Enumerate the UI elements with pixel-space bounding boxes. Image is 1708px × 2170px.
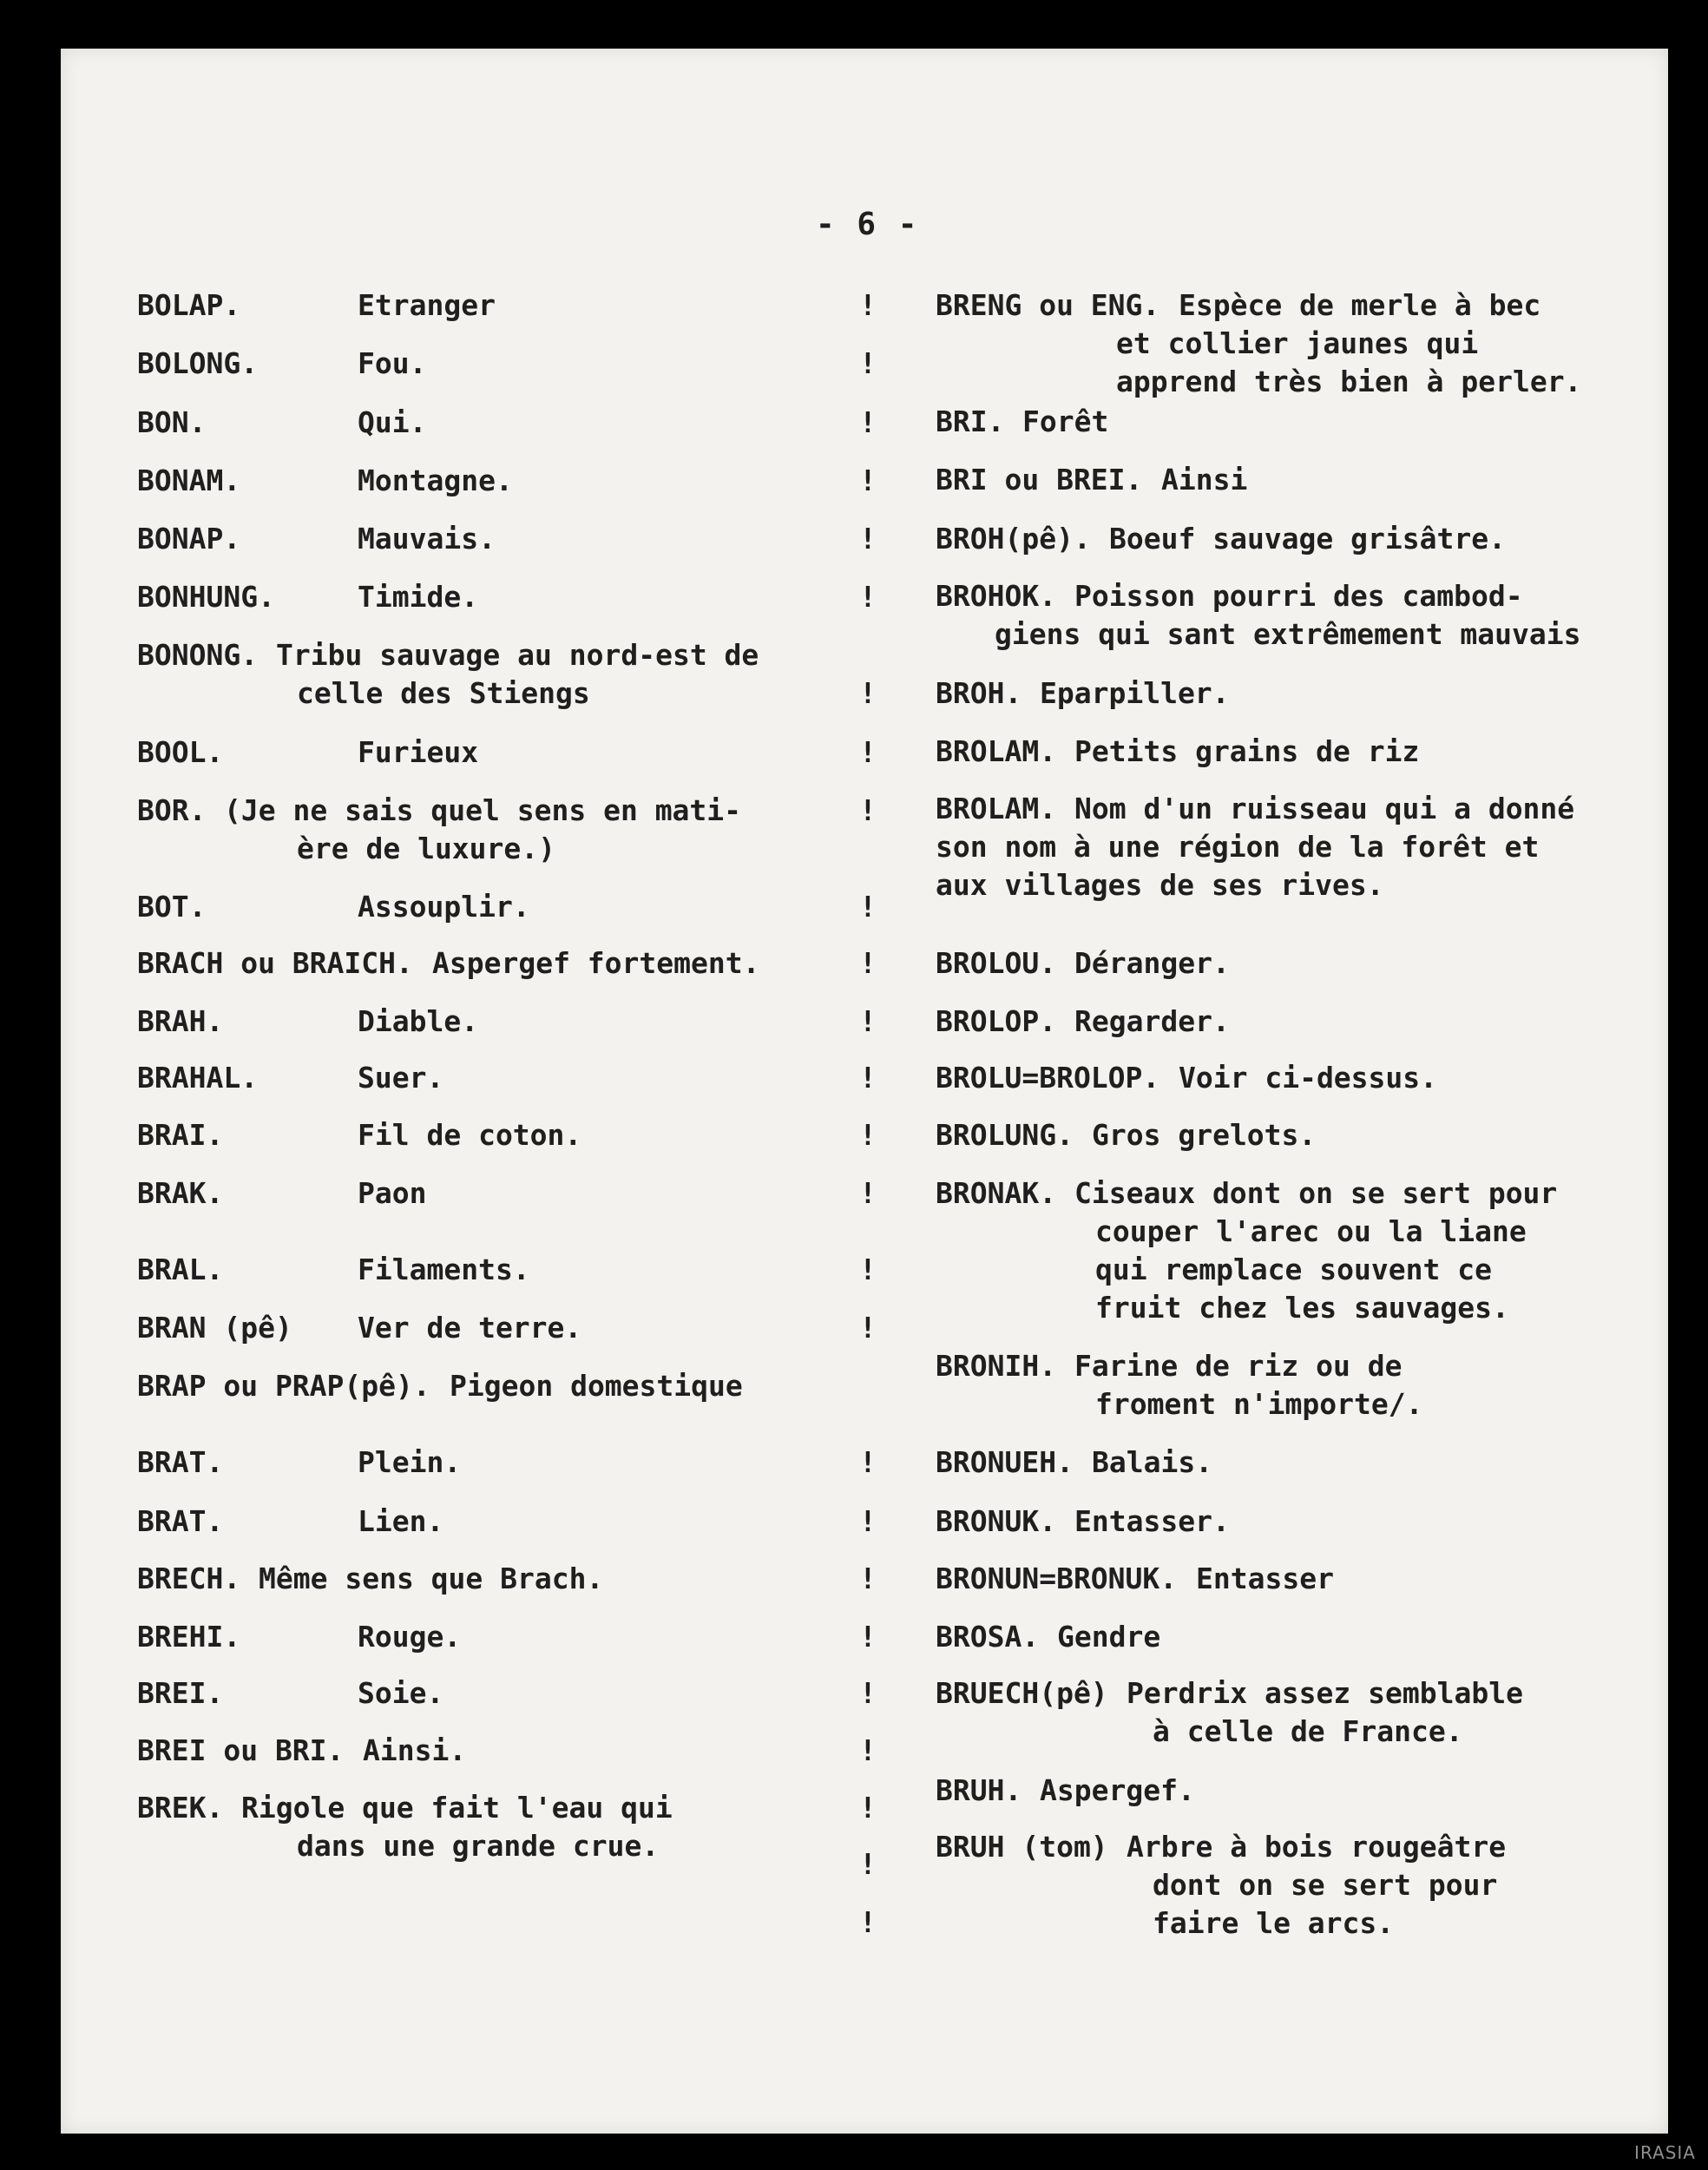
entry-headword: BRAH. bbox=[137, 1004, 224, 1038]
entry-definition: Paon bbox=[358, 1176, 427, 1210]
entry-definition: Soie. bbox=[358, 1676, 444, 1710]
entry-definition: Espèce de merle à bec bbox=[1179, 288, 1541, 322]
column-separator-mark: ! bbox=[859, 1791, 877, 1825]
column-separator-mark: ! bbox=[859, 890, 877, 924]
entry-definition: (Je ne sais quel sens en mati- bbox=[224, 793, 742, 827]
entry-headword: BRUECH(pê) bbox=[936, 1676, 1108, 1710]
entry-headword: BONONG. bbox=[137, 638, 259, 672]
entry-definition: Rouge. bbox=[358, 1620, 462, 1654]
entry-headword: BROLUNG. bbox=[936, 1118, 1074, 1152]
entry-definition: Ainsi. bbox=[363, 1733, 467, 1767]
entry-definition: Forêt bbox=[1022, 404, 1109, 438]
column-separator-mark: ! bbox=[859, 1562, 877, 1595]
entry-headword: BRENG ou ENG. bbox=[936, 288, 1160, 322]
entry-definition: Etranger bbox=[358, 288, 496, 322]
column-separator-mark: ! bbox=[859, 288, 877, 322]
entry-headword: BROLU=BROLOP. bbox=[936, 1061, 1160, 1095]
entry-headword: BRAT. bbox=[137, 1445, 224, 1479]
entry-headword: BOOL. bbox=[137, 735, 224, 769]
entry-definition: Plein. bbox=[358, 1445, 462, 1479]
entry-definition: Ainsi bbox=[1161, 463, 1248, 496]
entry-headword: BRACH ou BRAICH. bbox=[137, 946, 413, 980]
entry-definition: Déranger. bbox=[1074, 946, 1230, 980]
column-separator-mark: ! bbox=[859, 464, 877, 497]
column-separator-mark: ! bbox=[859, 1620, 877, 1654]
entry-definition: Entasser. bbox=[1074, 1504, 1230, 1538]
entry-definition-continued: et collier jaunes qui bbox=[1116, 326, 1479, 360]
entry-definition-continued: aux villages de ses rives. bbox=[936, 868, 1384, 902]
entry-headword: BRAI. bbox=[137, 1118, 224, 1152]
entry-definition: Tribu sauvage au nord-est de bbox=[276, 638, 759, 672]
entry-headword: BRAK. bbox=[137, 1176, 224, 1210]
column-separator-mark: ! bbox=[859, 1445, 877, 1479]
column-separator-mark: ! bbox=[859, 405, 877, 439]
entry-headword: BOR. bbox=[137, 793, 207, 827]
entry-definition-continued: couper l'arec ou la liane bbox=[1095, 1214, 1527, 1248]
column-separator-mark: ! bbox=[859, 580, 877, 614]
entry-headword: BRAP ou PRAP(pê). bbox=[137, 1369, 430, 1403]
entry-headword: BRONAK. bbox=[936, 1176, 1057, 1210]
archive-credit: IRASIA bbox=[1634, 2142, 1696, 2163]
entry-definition-continued: dont on se sert pour bbox=[1153, 1868, 1498, 1902]
entry-definition: Qui. bbox=[358, 405, 427, 439]
column-separator-mark: ! bbox=[859, 1118, 877, 1152]
entry-definition: Nom d'un ruisseau qui a donné bbox=[1074, 792, 1575, 825]
column-separator-mark: ! bbox=[859, 1847, 877, 1881]
entry-definition: Aspergef fortement. bbox=[432, 946, 760, 980]
entry-definition: Timide. bbox=[358, 580, 479, 614]
entry-definition: Fil de coton. bbox=[358, 1118, 582, 1152]
entry-definition-continued: son nom à une région de la forêt et bbox=[936, 830, 1540, 864]
entry-definition: Même sens que Brach. bbox=[259, 1562, 604, 1595]
entry-definition: Poisson pourri des cambod- bbox=[1074, 579, 1523, 613]
column-separator-mark: ! bbox=[859, 1311, 877, 1345]
entry-headword: BROH(pê). bbox=[936, 522, 1091, 556]
entry-headword: BROLAM. bbox=[936, 792, 1057, 825]
entry-definition-continued: froment n'importe/. bbox=[1095, 1387, 1423, 1421]
entry-headword: BROLOU. bbox=[936, 946, 1057, 980]
column-separator-mark: ! bbox=[859, 1733, 877, 1767]
entry-headword: BROSA. bbox=[936, 1620, 1040, 1654]
entry-headword: BRUH (tom) bbox=[936, 1830, 1108, 1864]
entry-definition-continued: fruit chez les sauvages. bbox=[1095, 1291, 1509, 1325]
entry-definition: Aspergef. bbox=[1040, 1773, 1195, 1807]
entry-definition-continued: à celle de France. bbox=[1153, 1714, 1463, 1748]
page-number: - 6 - bbox=[816, 207, 919, 242]
entry-definition: Gendre bbox=[1057, 1620, 1161, 1654]
entry-headword: BONAP. bbox=[137, 522, 241, 556]
entry-definition-continued: apprend très bien à perler. bbox=[1116, 365, 1582, 398]
entry-headword: BRONUK. bbox=[936, 1504, 1057, 1538]
entry-definition: Filaments. bbox=[358, 1253, 530, 1286]
entry-headword: BRECH. bbox=[137, 1562, 241, 1595]
entry-headword: BOLONG. bbox=[137, 346, 259, 380]
entry-definition-continued: qui remplace souvent ce bbox=[1095, 1253, 1492, 1286]
column-separator-mark: ! bbox=[859, 735, 877, 769]
entry-headword: BRONUN=BRONUK. bbox=[936, 1562, 1178, 1595]
entry-definition: Suer. bbox=[358, 1061, 444, 1095]
entry-definition: Boeuf sauvage grisâtre. bbox=[1109, 522, 1506, 556]
entry-definition: Mauvais. bbox=[358, 522, 496, 556]
entry-headword: BOLAP. bbox=[137, 288, 241, 322]
entry-definition-continued: ère de luxure.) bbox=[297, 832, 556, 865]
entry-definition: Gros grelots. bbox=[1092, 1118, 1317, 1152]
entry-definition: Ciseaux dont on se sert pour bbox=[1074, 1176, 1558, 1210]
entry-headword: BOT. bbox=[137, 890, 207, 924]
entry-definition: Arbre à bois rougeâtre bbox=[1127, 1830, 1507, 1864]
entry-definition: Petits grains de riz bbox=[1074, 734, 1420, 768]
entry-headword: BREHI. bbox=[137, 1620, 241, 1654]
entry-headword: BRUH. bbox=[936, 1773, 1022, 1807]
entry-definition: Perdrix assez semblable bbox=[1127, 1676, 1523, 1710]
entry-headword: BREI ou BRI. bbox=[137, 1733, 345, 1767]
entry-headword: BREI. bbox=[137, 1676, 224, 1710]
entry-definition: Furieux bbox=[358, 735, 479, 769]
entry-definition: Eparpiller. bbox=[1040, 676, 1230, 710]
entry-definition-continued: giens qui sant extrêmement mauvais bbox=[995, 617, 1581, 651]
column-separator-mark: ! bbox=[859, 1676, 877, 1710]
entry-definition: Rigole que fait l'eau qui bbox=[241, 1791, 673, 1825]
entry-headword: BRONIH. bbox=[936, 1349, 1057, 1383]
entry-definition: Assouplir. bbox=[358, 890, 530, 924]
column-separator-mark: ! bbox=[859, 1504, 877, 1538]
entry-headword: BREK. bbox=[137, 1791, 224, 1825]
entry-definition: Fou. bbox=[358, 346, 427, 380]
entry-headword: BRI. bbox=[936, 404, 1005, 438]
entry-definition: Entasser bbox=[1196, 1562, 1334, 1595]
entry-definition: Diable. bbox=[358, 1004, 479, 1038]
column-separator-mark: ! bbox=[859, 1176, 877, 1210]
column-separator-mark: ! bbox=[859, 1905, 877, 1939]
entry-headword: BROLOP. bbox=[936, 1004, 1057, 1038]
entry-definition: Montagne. bbox=[358, 464, 513, 497]
entry-headword: BONAM. bbox=[137, 464, 241, 497]
entry-definition: Farine de riz ou de bbox=[1074, 1349, 1403, 1383]
entry-headword: BON. bbox=[137, 405, 207, 439]
entry-definition: Ver de terre. bbox=[358, 1311, 582, 1345]
column-separator-mark: ! bbox=[859, 793, 877, 827]
entry-definition-continued: dans une grande crue. bbox=[297, 1829, 660, 1863]
column-separator-mark: ! bbox=[859, 522, 877, 556]
entry-definition-continued: celle des Stiengs bbox=[297, 676, 590, 710]
entry-headword: BRI ou BREI. bbox=[936, 463, 1143, 496]
entry-headword: BRONUEH. bbox=[936, 1445, 1074, 1479]
column-separator-mark: ! bbox=[859, 676, 877, 710]
entry-headword: BRAHAL. bbox=[137, 1061, 259, 1095]
entry-headword: BRAT. bbox=[137, 1504, 224, 1538]
entry-definition: Regarder. bbox=[1074, 1004, 1230, 1038]
entry-headword: BONHUNG. bbox=[137, 580, 275, 614]
entry-definition: Balais. bbox=[1092, 1445, 1213, 1479]
column-separator-mark: ! bbox=[859, 1061, 877, 1095]
entry-definition: Lien. bbox=[358, 1504, 444, 1538]
entry-headword: BROHOK. bbox=[936, 579, 1057, 613]
column-separator-mark: ! bbox=[859, 946, 877, 980]
entry-definition: Pigeon domestique bbox=[450, 1369, 743, 1403]
column-separator-mark: ! bbox=[859, 346, 877, 380]
entry-headword: BROH. bbox=[936, 676, 1022, 710]
entry-definition-continued: faire le arcs. bbox=[1153, 1906, 1395, 1940]
column-separator-mark: ! bbox=[859, 1004, 877, 1038]
column-separator-mark: ! bbox=[859, 1253, 877, 1286]
entry-definition: Voir ci-dessus. bbox=[1179, 1061, 1438, 1095]
entry-headword: BRAN (pê) bbox=[137, 1311, 292, 1345]
entry-headword: BROLAM. bbox=[936, 734, 1057, 768]
entry-headword: BRAL. bbox=[137, 1253, 224, 1286]
